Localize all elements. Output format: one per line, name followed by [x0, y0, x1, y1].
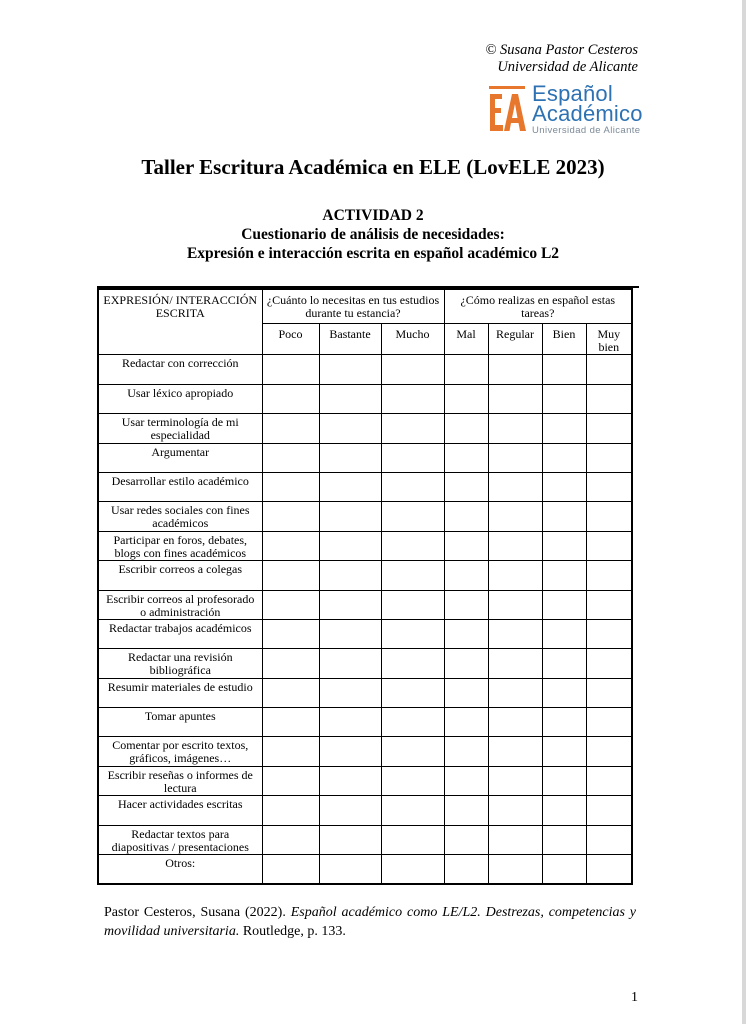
answer-cell[interactable] — [381, 472, 444, 501]
author-name: © Susana Pastor Cesteros — [485, 42, 638, 58]
skill-label: Escribir correos al profesorado o administración — [98, 590, 262, 619]
answer-cell[interactable] — [381, 796, 444, 825]
espanol-academico-logo — [486, 82, 646, 140]
answer-cell[interactable] — [381, 531, 444, 560]
answer-cell[interactable] — [542, 855, 586, 884]
logo-text-espanol: Español — [532, 81, 613, 106]
answer-cell[interactable] — [444, 737, 488, 766]
answer-cell[interactable] — [262, 649, 319, 678]
answer-cell[interactable] — [586, 649, 632, 678]
answer-cell[interactable] — [444, 414, 488, 443]
table-row — [98, 472, 632, 501]
table-row — [98, 796, 632, 825]
answer-cell[interactable] — [542, 443, 586, 472]
answer-cell[interactable] — [319, 384, 381, 413]
answer-cell[interactable] — [586, 443, 632, 472]
option-mal: Mal — [444, 323, 488, 354]
skill-label: Redactar una revisión bibliográfica — [98, 649, 262, 678]
page-number: 1 — [631, 990, 638, 1005]
answer-cell[interactable] — [586, 678, 632, 707]
answer-cell[interactable] — [488, 619, 542, 648]
answer-cell[interactable] — [586, 825, 632, 854]
answer-cell[interactable] — [381, 502, 444, 531]
ea-logo-mark-icon — [486, 82, 528, 138]
answer-cell[interactable] — [542, 825, 586, 854]
answer-cell[interactable] — [319, 443, 381, 472]
skill-label: Argumentar — [98, 443, 262, 472]
table-row — [98, 737, 632, 766]
activity-subtitle-2: Expresión e interacción escrita en español académico L2 — [186, 245, 560, 262]
table-row — [98, 414, 632, 443]
answer-cell[interactable] — [381, 590, 444, 619]
answer-cell[interactable] — [444, 796, 488, 825]
answer-cell[interactable] — [262, 561, 319, 590]
answer-cell[interactable] — [542, 355, 586, 384]
how-group-header: ¿Cómo realizas en español estas tareas? — [444, 289, 632, 323]
skill-label: Redactar textos para diapositivas / presentaciones — [98, 825, 262, 854]
answer-cell[interactable] — [444, 590, 488, 619]
answer-cell[interactable] — [319, 590, 381, 619]
answer-cell[interactable] — [542, 766, 586, 795]
needs-questionnaire-table — [97, 288, 633, 885]
answer-cell[interactable] — [488, 649, 542, 678]
answer-cell[interactable] — [444, 443, 488, 472]
skill-label: Usar terminología de mi especialidad — [98, 414, 262, 443]
answer-cell[interactable] — [542, 561, 586, 590]
answer-cell[interactable] — [444, 766, 488, 795]
table-row — [98, 678, 632, 707]
answer-cell[interactable] — [381, 678, 444, 707]
table-row — [98, 355, 632, 384]
answer-cell[interactable] — [542, 384, 586, 413]
answer-cell[interactable] — [586, 619, 632, 648]
bibliographic-reference — [104, 903, 636, 941]
skill-label: Desarrollar estilo académico — [98, 472, 262, 501]
answer-cell[interactable] — [542, 590, 586, 619]
answer-cell[interactable] — [542, 649, 586, 678]
skill-label: Resumir materiales de estudio — [98, 678, 262, 707]
answer-cell[interactable] — [444, 825, 488, 854]
option-mucho: Mucho — [381, 323, 444, 354]
answer-cell[interactable] — [488, 796, 542, 825]
logo-text-university: Universidad de Alicante — [532, 125, 641, 136]
answer-cell[interactable] — [542, 502, 586, 531]
answer-cell[interactable] — [488, 708, 542, 737]
answer-cell[interactable] — [488, 443, 542, 472]
answer-cell[interactable] — [444, 502, 488, 531]
answer-cell[interactable] — [586, 561, 632, 590]
answer-cell[interactable] — [319, 649, 381, 678]
answer-cell[interactable] — [586, 708, 632, 737]
answer-cell[interactable] — [488, 737, 542, 766]
answer-cell[interactable] — [262, 355, 319, 384]
answer-cell[interactable] — [444, 561, 488, 590]
answer-cell[interactable] — [542, 414, 586, 443]
answer-cell[interactable] — [262, 531, 319, 560]
answer-cell[interactable] — [488, 855, 542, 884]
option-poco: Poco — [262, 323, 319, 354]
skill-label: Hacer actividades escritas — [98, 796, 262, 825]
table-row — [98, 649, 632, 678]
answer-cell[interactable] — [319, 531, 381, 560]
need-group-header: ¿Cuánto lo necesitas en tus estudios durante tu estancia? — [262, 289, 444, 323]
answer-cell[interactable] — [488, 825, 542, 854]
answer-cell[interactable] — [262, 796, 319, 825]
answer-cell[interactable] — [262, 766, 319, 795]
answer-cell[interactable] — [444, 708, 488, 737]
answer-cell[interactable] — [488, 472, 542, 501]
activity-number: ACTIVIDAD 2 — [322, 207, 424, 224]
answer-cell[interactable] — [381, 619, 444, 648]
answer-cell[interactable] — [319, 825, 381, 854]
table-row — [98, 443, 632, 472]
answer-cell[interactable] — [381, 766, 444, 795]
answer-cell[interactable] — [488, 531, 542, 560]
answer-cell[interactable] — [542, 737, 586, 766]
reference-publisher: Routledge, p. 133. — [239, 924, 346, 939]
answer-cell[interactable] — [444, 855, 488, 884]
skill-label: Tomar apuntes — [98, 708, 262, 737]
table-row — [98, 825, 632, 854]
answer-cell[interactable] — [488, 678, 542, 707]
answer-cell[interactable] — [444, 355, 488, 384]
answer-cell[interactable] — [319, 796, 381, 825]
table-row — [98, 766, 632, 795]
answer-cell[interactable] — [586, 855, 632, 884]
author-university: Universidad de Alicante — [497, 59, 638, 75]
table-row — [98, 531, 632, 560]
table-row — [98, 502, 632, 531]
answer-cell[interactable] — [262, 619, 319, 648]
table-row — [98, 855, 632, 884]
answer-cell[interactable] — [262, 737, 319, 766]
answer-cell[interactable] — [319, 678, 381, 707]
skill-label: Otros: — [98, 855, 262, 884]
skill-label: Usar léxico apropiado — [98, 384, 262, 413]
answer-cell[interactable] — [319, 502, 381, 531]
answer-cell[interactable] — [262, 855, 319, 884]
answer-cell[interactable] — [542, 472, 586, 501]
skill-label: Redactar trabajos académicos — [98, 619, 262, 648]
answer-cell[interactable] — [444, 384, 488, 413]
answer-cell[interactable] — [488, 766, 542, 795]
answer-cell[interactable] — [586, 796, 632, 825]
answer-cell[interactable] — [381, 355, 444, 384]
answer-cell[interactable] — [488, 414, 542, 443]
answer-cell[interactable] — [488, 590, 542, 619]
reference-author: Pastor Cesteros, Susana (2022). — [104, 905, 291, 920]
answer-cell[interactable] — [488, 355, 542, 384]
answer-cell[interactable] — [542, 796, 586, 825]
answer-cell[interactable] — [262, 825, 319, 854]
reference-title: Español académico como LE/L2. Destrezas, competencias y movilidad universitaria. — [104, 905, 636, 939]
answer-cell[interactable] — [586, 766, 632, 795]
skill-label: Redactar con corrección — [98, 355, 262, 384]
table-row — [98, 561, 632, 590]
answer-cell[interactable] — [381, 737, 444, 766]
answer-cell[interactable] — [488, 561, 542, 590]
answer-cell[interactable] — [381, 414, 444, 443]
answer-cell[interactable] — [444, 531, 488, 560]
option-regular: Regular — [488, 323, 542, 354]
answer-cell[interactable] — [586, 590, 632, 619]
answer-cell[interactable] — [542, 531, 586, 560]
answer-cell[interactable] — [586, 355, 632, 384]
answer-cell[interactable] — [262, 678, 319, 707]
questionnaire-rows — [98, 355, 632, 884]
answer-cell[interactable] — [542, 619, 586, 648]
answer-cell[interactable] — [319, 472, 381, 501]
answer-cell[interactable] — [444, 619, 488, 648]
answer-cell[interactable] — [319, 766, 381, 795]
author-credits — [485, 42, 638, 76]
answer-cell[interactable] — [381, 443, 444, 472]
answer-cell[interactable] — [262, 414, 319, 443]
activity-heading — [0, 206, 746, 263]
answer-cell[interactable] — [542, 708, 586, 737]
answer-cell[interactable] — [488, 502, 542, 531]
table-row — [98, 590, 632, 619]
table-row — [98, 384, 632, 413]
skill-label: Escribir correos a colegas — [98, 561, 262, 590]
page-edge — [742, 0, 746, 1024]
table-row — [98, 708, 632, 737]
answer-cell[interactable] — [381, 649, 444, 678]
answer-cell[interactable] — [262, 472, 319, 501]
answer-cell[interactable] — [586, 502, 632, 531]
answer-cell[interactable] — [381, 855, 444, 884]
answer-cell[interactable] — [586, 414, 632, 443]
answer-cell[interactable] — [319, 561, 381, 590]
answer-cell[interactable] — [586, 472, 632, 501]
logo-text-academico: Académico — [532, 101, 643, 126]
skill-label: Usar redes sociales con fines académicos — [98, 502, 262, 531]
answer-cell[interactable] — [262, 708, 319, 737]
page-title: Taller Escritura Académica en ELE (LovELE 2023) — [141, 155, 605, 179]
answer-cell[interactable] — [319, 619, 381, 648]
answer-cell[interactable] — [381, 561, 444, 590]
option-bastante: Bastante — [319, 323, 381, 354]
answer-cell[interactable] — [444, 678, 488, 707]
answer-cell[interactable] — [586, 384, 632, 413]
answer-cell[interactable] — [586, 737, 632, 766]
skill-label: Participar en foros, debates, blogs con fines académicos — [98, 531, 262, 560]
skill-label: Escribir reseñas o informes de lectura — [98, 766, 262, 795]
answer-cell[interactable] — [542, 678, 586, 707]
answer-cell[interactable] — [319, 855, 381, 884]
skill-label: Comentar por escrito textos, gráficos, imágenes… — [98, 737, 262, 766]
answer-cell[interactable] — [319, 737, 381, 766]
answer-cell[interactable] — [586, 531, 632, 560]
answer-cell[interactable] — [488, 384, 542, 413]
answer-cell[interactable] — [319, 355, 381, 384]
answer-cell[interactable] — [319, 414, 381, 443]
answer-cell[interactable] — [381, 708, 444, 737]
table-row — [98, 619, 632, 648]
answer-cell[interactable] — [444, 472, 488, 501]
answer-cell[interactable] — [262, 443, 319, 472]
answer-cell[interactable] — [381, 825, 444, 854]
answer-cell[interactable] — [262, 502, 319, 531]
answer-cell[interactable] — [319, 708, 381, 737]
skill-column-header: EXPRESIÓN/ INTERACCIÓN ESCRITA — [98, 289, 262, 355]
answer-cell[interactable] — [381, 384, 444, 413]
answer-cell[interactable] — [262, 384, 319, 413]
answer-cell[interactable] — [262, 590, 319, 619]
option-bien: Bien — [542, 323, 586, 354]
activity-subtitle-1: Cuestionario de análisis de necesidades: — [241, 226, 505, 243]
option-muy-bien: Muy bien — [586, 323, 632, 354]
answer-cell[interactable] — [444, 649, 488, 678]
